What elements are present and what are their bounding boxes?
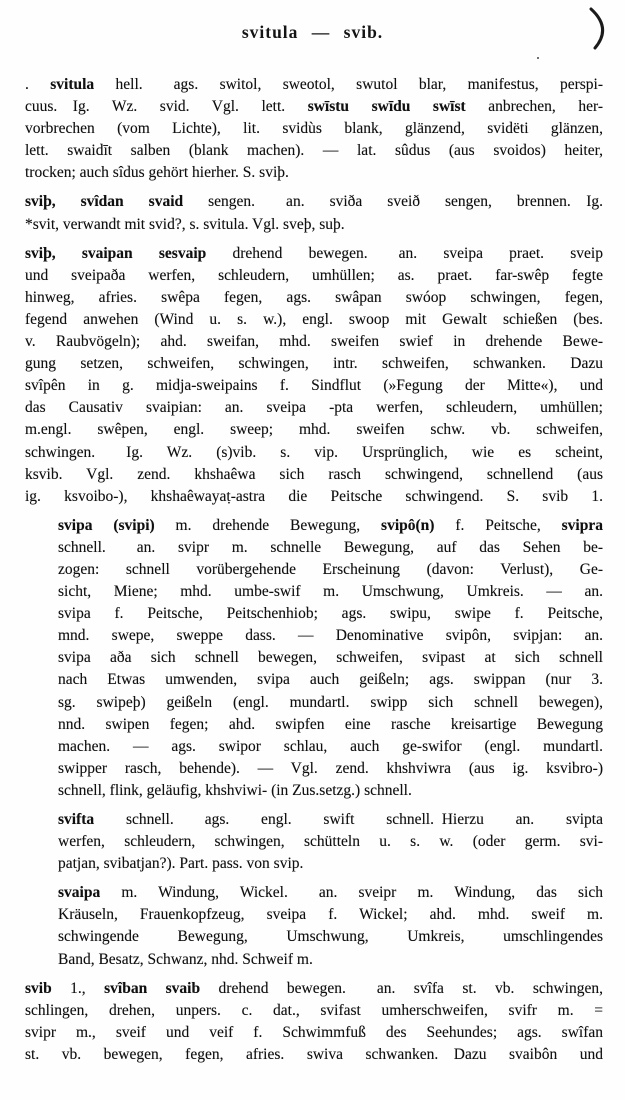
body-text: patjan, svibatjan?). Part. pass. von svip. [58,855,304,873]
body-text: trocken; auch sîdus gehört hierher. S. sviþ. [25,164,289,182]
headword-text: svaipa [58,884,101,902]
body-text: drehend bewegen. an. svîfa st. vb. schwingen, [200,979,603,997]
text-line [25,397,603,419]
body-text: schwingen. Ig. Wz. (s)vib. s. vip. Ursprünglich, wie es scheint, [25,443,603,461]
body-text: v. Raubvögeln); ahd. sweifan, mhd. sweifen swief in drehende Bewe- [25,333,603,351]
body-text: anbrechen, her- [465,98,603,116]
body-text: vorbrechen (vom Lichte), lit. svidùs blank, glänzend, svidëti glänzen, [25,120,603,138]
pen-curve-mark [588,6,614,52]
text-line [58,559,603,581]
text-line [25,243,603,265]
headword-text: sviþ, svaipan sesvaip [25,244,207,262]
body-text: Band, Besatz, Schwanz, nhd. Schweif m. [58,950,313,968]
text-line [25,375,603,397]
body-text: . [25,76,51,93]
entry-paragraph [58,882,603,970]
body-text: ig. ksvoibo-), khshaêwayaṭ-astra die Peitsche schwingend. S. svib 1. [25,487,603,505]
text-line [25,191,603,213]
body-text: sg. swipeþ) geißeln (engl. mundartl. swipp sich schnell bewegen), [58,693,603,711]
body-text: und sveipaða werfen, schleudern, umhüllen; as. praet. far-swêp fegte [25,266,603,284]
headword-text: svipa (svipi) [58,516,155,534]
body-text: mnd. swepe, sweppe dass. — Denominative svipôn, svipjan: an. [58,627,603,645]
body-text: m. Windung, Wickel. an. sveipr m. Windung, das sich [100,884,603,902]
text-line [25,140,603,162]
text-line [25,331,603,353]
text-line [58,809,603,831]
body-text: schnell, flink, geläufig, khshviwi- (in Zus.setzg.) schnell. [58,781,412,799]
entry-paragraph [25,978,603,1066]
body-text: svipa aða sich schnell bewegen, schweifen, svipast at sich schnell [58,649,603,667]
text-line [25,162,603,184]
body-text: drehend bewegen. an. sveipa praet. sveip [206,244,603,262]
text-line [58,904,603,926]
text-line [58,949,603,971]
text-line [58,853,603,875]
text-line [25,978,603,1000]
text-line [25,96,603,118]
text-line [25,442,603,464]
dictionary-text-block [25,74,603,1073]
body-text: hell. ags. switol, sweotol, swutol blar, manifestus, perspi- [94,76,603,93]
headword-text: sviþ, svîdan svaid [25,193,184,211]
body-text: zogen: schnell vorübergehende Erscheinung (davon: Verlust), Ge- [58,560,603,578]
headword-text: svifta [58,811,95,828]
text-line [58,780,603,802]
body-text: lett. swaidīt salben (blank machen). — lat. sûdus (aus svoidos) heiter, [25,142,603,160]
body-text: machen. — ags. swipor schlau, auch ge-swifor (engl. mundartl. [58,737,603,755]
body-text: ksvib. Vgl. zend. khshaêwa sich rasch schwingend, schnellend (aus [25,465,603,483]
text-line [58,603,603,625]
body-text: schlingen, drehen, unpers. c. dat., svifast umherschweifen, svifr m. = [25,1001,603,1019]
body-text: cuus. Ig. Wz. svid. Vgl. lett. [25,98,308,116]
text-line [25,118,603,140]
text-line [58,736,603,758]
text-line [25,265,603,287]
headword-text: svib [25,979,52,997]
body-text: nnd. swipen fegen; ahd. swipfen eine rasche kreisartige Bewegung [58,715,603,733]
entry-paragraph [58,515,603,802]
body-text: hinweg, afries. swêpa fegen, ags. swâpan swóop schwingen, fegen, [25,288,603,306]
text-line [58,647,603,669]
body-text: Kräuseln, Frauenkopfzeug, sveipa f. Wickel; ahd. mhd. sweif m. [58,906,603,924]
entry-paragraph [25,74,603,184]
body-text: sengen. an. sviða sveið sengen, brennen. Ig. [183,193,603,211]
text-line [25,1022,603,1044]
text-line [58,669,603,691]
entry-paragraph [25,191,603,235]
body-text: nach Etwas umwenden, svipa auch geißeln; ags. swippan (nur 3. [58,671,603,689]
text-line [25,1044,603,1066]
headword-text: swīstu swīdu swīst [307,98,466,116]
headword-text: svitula [50,76,95,93]
text-line [25,74,603,96]
text-line [58,537,603,559]
body-text: gung setzen, schweifen, schwingen, intr. schweifen, schwanken. Dazu [25,355,603,373]
text-line [58,625,603,647]
text-line [25,486,603,508]
body-text: schwingende Bewegung, Umschwung, Umkreis, umschlingendes [58,928,603,946]
running-head: svitula — svib. [241,22,384,42]
headword-text: svipra [561,516,603,534]
body-text: svipr m., sveif und veif f. Schwimmfuß des Seehundes; ags. swîfan [25,1023,603,1041]
text-line [25,1000,603,1022]
ink-speck [537,57,539,59]
body-text: fegend anwehen (Wind u. s. w.), engl. swoop mit Gewalt schießen (bes. [25,310,603,328]
text-line [58,692,603,714]
entry-paragraph [58,809,603,875]
body-text: *svit, verwandt mit svid?, s. svitula. Vgl. sveþ, suþ. [25,215,345,233]
text-line [25,287,603,309]
text-line [58,758,603,780]
body-text: schnell. an. svipr m. schnelle Bewegung, auf das Sehen be- [58,538,603,556]
body-text: sicht, Miene; mhd. umbe-swif m. Umschwung, Umkreis. — an. [58,583,603,601]
body-text: m.engl. swêpen, engl. sweep; mhd. sweifen schw. vb. schweifen, [25,421,603,439]
body-text: schnell. ags. engl. swift schnell. Hierzu an. svipta [94,811,603,828]
text-line [58,515,603,537]
text-line [25,353,603,375]
text-line [58,581,603,603]
body-text: das Causativ svaipian: an. sveipa -pta werfen, schleudern, umhüllen; [25,399,603,417]
body-text: svîpên in g. midja-sweipains f. Sindflut (»Fegung der Mitte«), und [25,377,603,395]
text-line [25,419,603,441]
text-line [58,831,603,853]
text-line [58,882,603,904]
text-line [25,464,603,486]
headword-text: svipô(n) [381,516,435,534]
body-text: werfen, schleudern, schwingen, schütteln u. s. w. (oder germ. svi- [58,833,603,851]
body-text: swipper rasch, behende). — Vgl. zend. khshviwra (aus ig. ksvibro-) [58,759,603,777]
text-line [58,714,603,736]
body-text: st. vb. bewegen, fegen, afries. swiva schwanken. Dazu svaibôn und [25,1045,603,1063]
text-line [25,309,603,331]
entry-paragraph [25,243,603,508]
text-line [25,214,603,236]
body-text: m. drehende Bewegung, [154,516,382,534]
text-line [58,926,603,948]
body-text: 1., [51,979,105,997]
body-text: f. Peitsche, [434,516,562,534]
headword-text: svîban svaib [104,979,201,997]
body-text: svipa f. Peitsche, Peitschenhiob; ags. swipu, swipe f. Peitsche, [58,605,603,623]
